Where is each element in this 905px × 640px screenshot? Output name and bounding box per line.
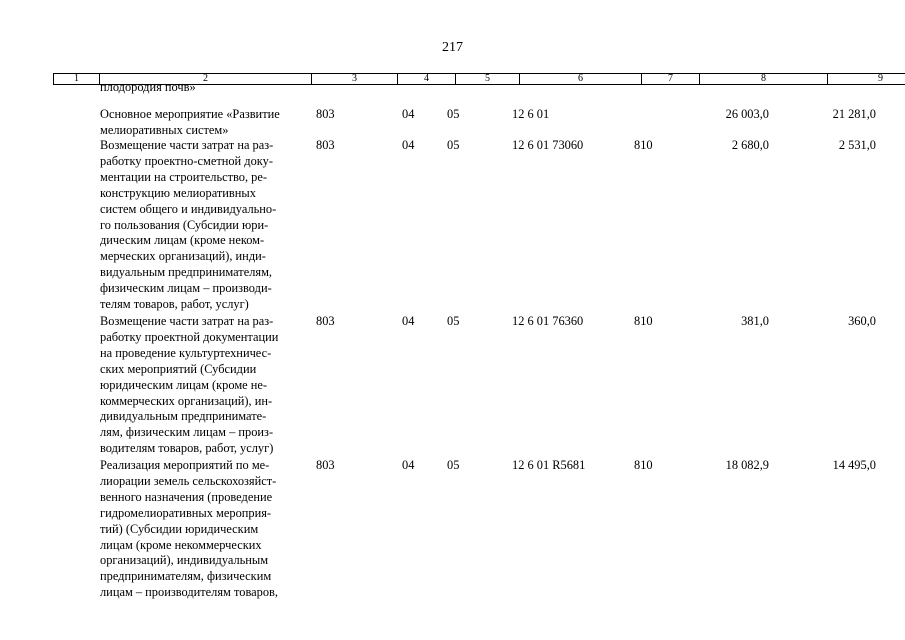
description-line: систем общего и индивидуально- bbox=[100, 201, 277, 216]
header-col-3: 3 bbox=[312, 74, 398, 84]
row-amount-year1: 2 680,0 bbox=[731, 138, 769, 152]
row-subsection-code: 05 bbox=[447, 314, 460, 328]
description-line: коммерческих организаций), ин- bbox=[100, 393, 273, 408]
description-line: телям товаров, работ, услуг) bbox=[100, 297, 249, 312]
row-subsection-code: 05 bbox=[447, 458, 460, 472]
page-number: 217 bbox=[442, 40, 463, 55]
row-amount-year2: 14 495,0 bbox=[832, 458, 876, 472]
row-target-article: 12 6 01 bbox=[512, 107, 550, 121]
row-description bbox=[100, 458, 315, 601]
header-col-8: 8 bbox=[700, 74, 828, 84]
row-amount-year2: 2 531,0 bbox=[838, 138, 876, 152]
row-ministry-code: 803 bbox=[316, 314, 335, 328]
header-col-6: 6 bbox=[520, 74, 642, 84]
description-line: гидромелиоративных мероприя- bbox=[100, 505, 272, 520]
row-amount-year2: 360,0 bbox=[848, 314, 876, 328]
header-col-7: 7 bbox=[642, 74, 700, 84]
description-line: лицам (кроме некоммерческих bbox=[100, 537, 262, 552]
row-target-article: 12 6 01 73060 bbox=[512, 138, 584, 152]
row-section-code: 04 bbox=[402, 107, 415, 121]
header-col-1: 1 bbox=[54, 74, 100, 84]
description-line: лицам – производителям товаров, bbox=[100, 585, 278, 600]
row-ministry-code: 803 bbox=[316, 107, 335, 121]
row-expense-type: 810 bbox=[634, 314, 653, 328]
description-line: юридическим лицам (кроме не- bbox=[100, 377, 268, 392]
row-subsection-code: 05 bbox=[447, 138, 460, 152]
row-amount-year1: 18 082,9 bbox=[725, 458, 769, 472]
description-line: работку проектно-сметной доку- bbox=[100, 153, 273, 168]
header-col-2: 2 bbox=[100, 74, 312, 84]
header-col-5: 5 bbox=[456, 74, 520, 84]
row-section-code: 04 bbox=[402, 458, 415, 472]
description-line: водителям товаров, работ, услуг) bbox=[100, 441, 274, 456]
row-target-article: 12 6 01 76360 bbox=[512, 314, 584, 328]
description-line: дическим лицам (кроме неком- bbox=[100, 233, 265, 248]
description-line: работку проектной документации bbox=[100, 329, 279, 344]
description-line: видуальным предпринимателям, bbox=[100, 265, 273, 280]
row-expense-type: 810 bbox=[634, 138, 653, 152]
description-line: лиорации земель сельскохозяйст- bbox=[100, 473, 277, 488]
row-section-code: 04 bbox=[402, 138, 415, 152]
description-line: венного назначения (проведение bbox=[100, 489, 273, 504]
header-col-4: 4 bbox=[398, 74, 456, 84]
description-line: лям, физическим лицам – произ- bbox=[100, 425, 274, 440]
description-line: Реализация мероприятий по ме- bbox=[100, 458, 270, 472]
description-line: мелиоративных систем» bbox=[100, 122, 229, 137]
row-amount-year1: 381,0 bbox=[741, 314, 769, 328]
continued-line-text: плодородия почв» bbox=[100, 85, 196, 94]
row-ministry-code: 803 bbox=[316, 138, 335, 152]
row-description bbox=[100, 107, 315, 139]
row-section-code: 04 bbox=[402, 314, 415, 328]
description-line: Возмещение части затрат на раз- bbox=[100, 138, 274, 152]
description-line: ментации на строительство, ре- bbox=[100, 169, 267, 184]
row-description bbox=[100, 138, 315, 313]
row-expense-type: 810 bbox=[634, 458, 653, 472]
description-line: ских мероприятий (Субсидии bbox=[100, 361, 257, 376]
table-header bbox=[53, 73, 905, 85]
description-line: на проведение культуртехничес- bbox=[100, 345, 272, 360]
row-target-article: 12 6 01 R5681 bbox=[512, 458, 586, 472]
description-line: мерческих организаций), инди- bbox=[100, 249, 266, 264]
header-col-9: 9 bbox=[878, 73, 883, 84]
description-line: организаций), индивидуальным bbox=[100, 553, 269, 568]
row-description bbox=[100, 314, 315, 457]
description-line: дивидуальным предпринимате- bbox=[100, 409, 267, 424]
description-line: Основное мероприятие «Развитие bbox=[100, 107, 280, 121]
description-line: предпринимателям, физическим bbox=[100, 569, 272, 584]
row-amount-year2: 21 281,0 bbox=[832, 107, 876, 121]
description-line: конструкцию мелиоративных bbox=[100, 185, 256, 200]
description-line: физическим лицам – производи- bbox=[100, 281, 272, 296]
continued-line bbox=[100, 85, 315, 101]
description-line: Возмещение части затрат на раз- bbox=[100, 314, 274, 328]
description-line: тий) (Субсидии юридическим bbox=[100, 521, 259, 536]
row-subsection-code: 05 bbox=[447, 107, 460, 121]
row-ministry-code: 803 bbox=[316, 458, 335, 472]
description-line: го пользования (Субсидии юри- bbox=[100, 217, 269, 232]
row-amount-year1: 26 003,0 bbox=[725, 107, 769, 121]
